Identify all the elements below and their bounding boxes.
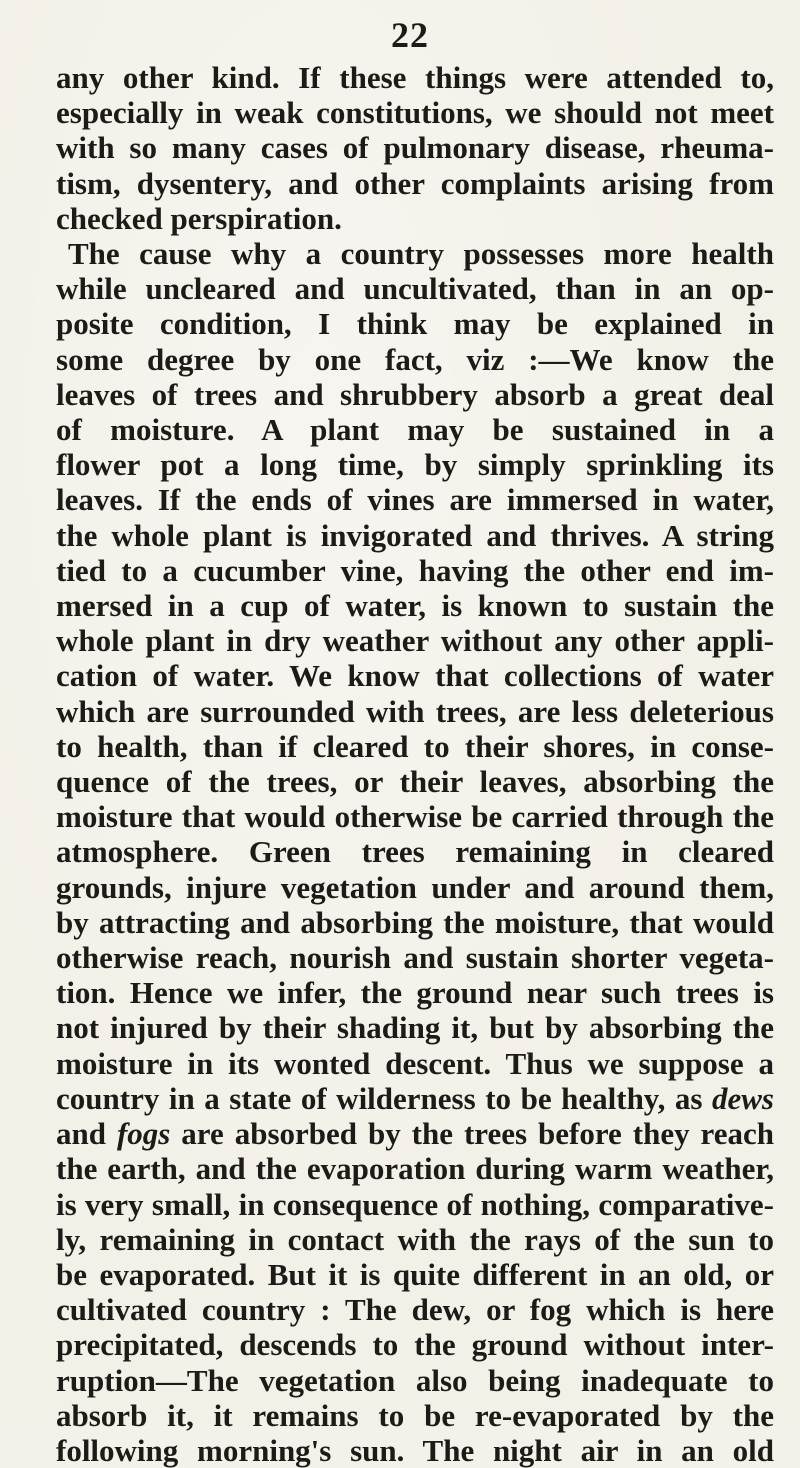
text-line: posite condition, I think may be explained in: [56, 306, 774, 342]
text-line: quence of the trees, or their leaves, absorbing the: [56, 764, 774, 800]
text-line: especially in weak constitutions, we should not meet: [56, 95, 774, 131]
text-line: tied to a cucumber vine, having the other end im-: [56, 552, 774, 588]
text-line: and fogs are absorbed by the trees before they reach: [56, 1116, 774, 1152]
text-line: ly, remaining in contact with the rays of the sun to: [56, 1221, 774, 1257]
text-line: any other kind. If these things were attended to,: [56, 60, 774, 95]
text-line: some degree by one fact, viz :—We know the: [56, 341, 774, 377]
text-line: moisture in its wonted descent. Thus we suppose a: [56, 1045, 774, 1081]
text-line: cation of water. We know that collections of water: [56, 658, 774, 694]
text-line: checked perspiration.: [56, 200, 342, 236]
text-line: whole plant in dry weather without any other appli-: [56, 623, 774, 659]
text-line: country in a state of wilderness to be healthy, as dews: [56, 1080, 774, 1116]
text-line: flower pot a long time, by simply sprinkling its: [56, 447, 774, 483]
text-line: by attracting and absorbing the moisture, that would: [56, 904, 774, 940]
text-line: following morning's sun. The night air in an old: [56, 1432, 774, 1468]
text-line: tism, dysentery, and other complaints arising from: [56, 165, 774, 201]
body-text: [56, 60, 774, 1468]
text-line: leaves. If the ends of vines are immersed in water,: [56, 482, 774, 518]
text-line: which are surrounded with trees, are less deleterious: [56, 693, 774, 729]
text-line: not injured by their shading it, but by absorbing the: [56, 1010, 774, 1046]
italic-word: dews: [712, 1080, 774, 1116]
text-line: cultivated country : The dew, or fog which is here: [56, 1292, 774, 1328]
text-line: leaves of trees and shrubbery absorb a great deal: [56, 376, 774, 412]
text-line: precipitated, descends to the ground without inter-: [56, 1327, 774, 1363]
text-line: while uncleared and uncultivated, than in an op-: [56, 271, 774, 307]
italic-word: fogs: [116, 1116, 171, 1152]
text-line: with so many cases of pulmonary disease, rheuma-: [56, 130, 774, 166]
text-line: otherwise reach, nourish and sustain shorter vegeta-: [56, 940, 774, 976]
text-line: the earth, and the evaporation during warm weather,: [56, 1151, 774, 1187]
text-line: The cause why a country possesses more health: [68, 236, 774, 272]
text-line: tion. Hence we infer, the ground near such trees is: [56, 975, 774, 1011]
text-line: is very small, in consequence of nothing, comparative-: [56, 1186, 774, 1222]
text-line: to health, than if cleared to their shores, in conse-: [56, 728, 774, 764]
text-line: of moisture. A plant may be sustained in a: [56, 412, 774, 448]
text-line: moisture that would otherwise be carried through the: [56, 799, 774, 835]
text-line: the whole plant is invigorated and thrives. A string: [56, 517, 774, 553]
text-line: grounds, injure vegetation under and around them,: [56, 869, 774, 905]
page-number: 22: [391, 15, 429, 55]
text-line: mersed in a cup of water, is known to sustain the: [56, 588, 774, 624]
text-line: absorb it, it remains to be re-evaporated by the: [56, 1397, 774, 1433]
text-line: atmosphere. Green trees remaining in cleared: [56, 834, 774, 870]
text-line: be evaporated. But it is quite different in an old, or: [56, 1256, 774, 1292]
text-line: ruption—The vegetation also being inadequate to: [56, 1362, 774, 1398]
